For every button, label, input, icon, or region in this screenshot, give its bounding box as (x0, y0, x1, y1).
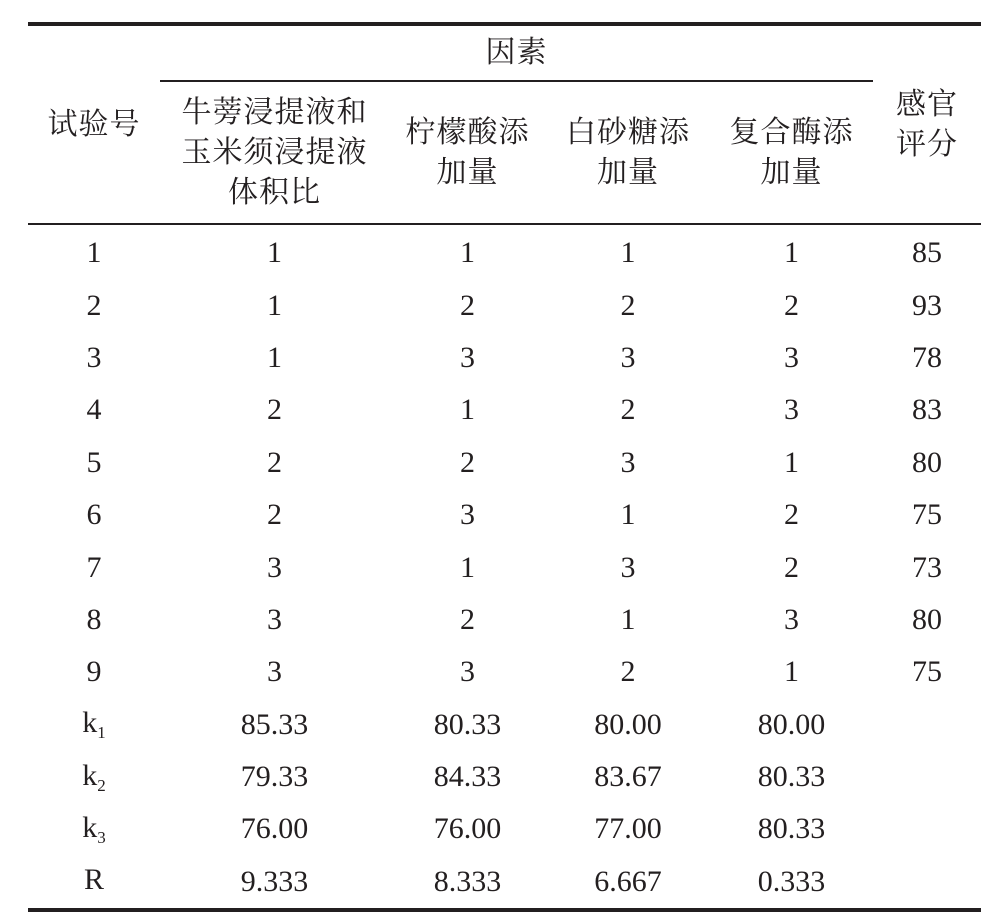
factor-d-cell: 2 (784, 498, 799, 532)
stat-label-base: k (82, 706, 98, 740)
factor-header-volume-ratio (160, 81, 389, 224)
factor-b-cell: 1 (460, 550, 475, 584)
stat-score-cell (873, 803, 981, 855)
factor-a-cell: 1 (267, 340, 282, 374)
table-row (28, 541, 981, 593)
table-row (28, 332, 981, 384)
table-row (28, 224, 981, 279)
factor-c-cell: 3 (620, 445, 636, 479)
factor-b-cell: 2 (460, 602, 475, 636)
table-row (28, 437, 981, 489)
header-line: 柠檬酸添 (405, 114, 530, 150)
stat-label-base: k (82, 810, 98, 844)
stat-d-cell: 80.00 (757, 707, 826, 741)
score-cell: 80 (912, 445, 942, 479)
trial-no-cell: 9 (86, 655, 102, 689)
trial-no-cell: 6 (86, 498, 102, 532)
factor-d-cell: 1 (784, 236, 799, 270)
factor-c-cell: 2 (620, 288, 636, 322)
table-row (28, 384, 981, 436)
factor-a-cell: 2 (267, 445, 282, 479)
header-line: 复合酶添 (729, 114, 854, 150)
orthogonal-test-table (28, 22, 981, 912)
stat-a-cell: 76.00 (240, 812, 309, 846)
header-line: 牛蒡浸提液和 (181, 94, 368, 130)
factor-d-cell: 1 (784, 655, 799, 689)
table-row (28, 594, 981, 646)
trial-no-cell: 1 (86, 236, 102, 270)
score-cell: 93 (912, 288, 942, 322)
sensory-score-header-line: 感官 (896, 86, 958, 122)
stats-row-k3 (28, 803, 981, 855)
factors-group-header: 因素 (160, 26, 873, 81)
factor-d-cell: 3 (784, 340, 799, 374)
factor-d-cell: 2 (784, 288, 799, 322)
stat-label-cell (28, 699, 160, 751)
stat-a-cell: 9.333 (240, 864, 309, 898)
factor-b-cell: 1 (460, 393, 475, 427)
factor-c-cell: 1 (620, 498, 636, 532)
header-line: 白砂糖添 (566, 114, 690, 150)
factor-a-cell: 1 (267, 288, 282, 322)
sensory-score-header-line: 评分 (896, 126, 958, 162)
factor-b-cell: 3 (460, 498, 475, 532)
factor-a-cell: 2 (267, 498, 282, 532)
stat-label-subscript: 2 (97, 775, 106, 795)
stat-score-cell (873, 699, 981, 751)
stat-b-cell: 76.00 (433, 812, 502, 846)
stat-b-cell: 8.333 (433, 864, 502, 898)
factor-d-cell: 3 (784, 602, 799, 636)
trial-no-cell: 4 (86, 393, 102, 427)
stat-d-cell: 0.333 (757, 864, 826, 898)
trial-no-cell: 3 (86, 340, 102, 374)
stat-c-cell: 83.67 (594, 760, 662, 794)
stat-score-cell (873, 751, 981, 803)
table-header (28, 24, 981, 224)
trial-no-cell: 7 (86, 550, 102, 584)
score-cell: 83 (912, 393, 942, 427)
factor-a-cell: 2 (267, 393, 282, 427)
stat-a-cell: 79.33 (240, 760, 309, 794)
factor-a-cell: 1 (267, 236, 282, 270)
stats-row-r (28, 856, 981, 908)
score-cell: 80 (912, 602, 942, 636)
stat-a-cell: 85.33 (240, 707, 309, 741)
header-line: 体积比 (228, 174, 321, 210)
sensory-score-header (873, 26, 981, 224)
factor-a-cell: 3 (267, 655, 282, 689)
trial-no-cell: 2 (86, 288, 102, 322)
factor-header-sugar (546, 81, 710, 224)
stat-d-cell: 80.33 (757, 760, 826, 794)
factor-header-citric-acid (389, 81, 546, 224)
factor-b-cell: 3 (460, 655, 475, 689)
factor-d-cell: 1 (784, 445, 799, 479)
stat-label-subscript: 1 (97, 723, 106, 743)
stat-c-cell: 77.00 (594, 812, 662, 846)
header-line: 加量 (760, 154, 823, 190)
factor-c-cell: 3 (620, 550, 636, 584)
factor-d-cell: 2 (784, 550, 799, 584)
table-row (28, 489, 981, 541)
header-line: 加量 (436, 154, 499, 190)
factor-c-cell: 1 (620, 236, 636, 270)
trial-no-cell: 8 (86, 602, 102, 636)
factor-a-cell: 3 (267, 602, 282, 636)
stat-c-cell: 80.00 (594, 707, 662, 741)
factor-c-cell: 2 (620, 393, 636, 427)
score-cell: 85 (912, 236, 942, 270)
trial-no-cell: 5 (86, 445, 102, 479)
factor-b-cell: 1 (460, 236, 475, 270)
factor-c-cell: 3 (620, 340, 636, 374)
factor-d-cell: 3 (784, 393, 799, 427)
table-body (28, 224, 981, 910)
table-row (28, 279, 981, 331)
stat-label-cell (28, 856, 160, 908)
factor-a-cell: 3 (267, 550, 282, 584)
score-cell: 78 (912, 340, 942, 374)
stat-label-cell (28, 803, 160, 855)
stat-b-cell: 84.33 (433, 760, 502, 794)
score-cell: 75 (912, 498, 942, 532)
header-line: 玉米须浸提液 (181, 134, 368, 170)
score-cell: 73 (912, 550, 942, 584)
header-line: 加量 (597, 154, 659, 190)
stat-label-subscript: 3 (97, 827, 106, 847)
stats-row-k1 (28, 699, 981, 751)
stat-label-base: k (82, 758, 98, 792)
stats-row-k2 (28, 751, 981, 803)
stat-label-cell (28, 751, 160, 803)
factor-b-cell: 2 (460, 288, 475, 322)
stat-d-cell: 80.33 (757, 812, 826, 846)
factor-c-cell: 2 (620, 655, 636, 689)
factor-c-cell: 1 (620, 602, 636, 636)
factor-header-enzyme (710, 81, 873, 224)
stat-b-cell: 80.33 (433, 707, 502, 741)
stat-score-cell (873, 856, 981, 908)
score-cell: 75 (912, 655, 942, 689)
stat-label-base: R (83, 863, 104, 897)
factor-b-cell: 3 (460, 340, 475, 374)
table-row (28, 646, 981, 698)
stat-c-cell: 6.667 (594, 864, 662, 898)
trial-no-header: 试验号 (47, 106, 141, 142)
factor-b-cell: 2 (460, 445, 475, 479)
